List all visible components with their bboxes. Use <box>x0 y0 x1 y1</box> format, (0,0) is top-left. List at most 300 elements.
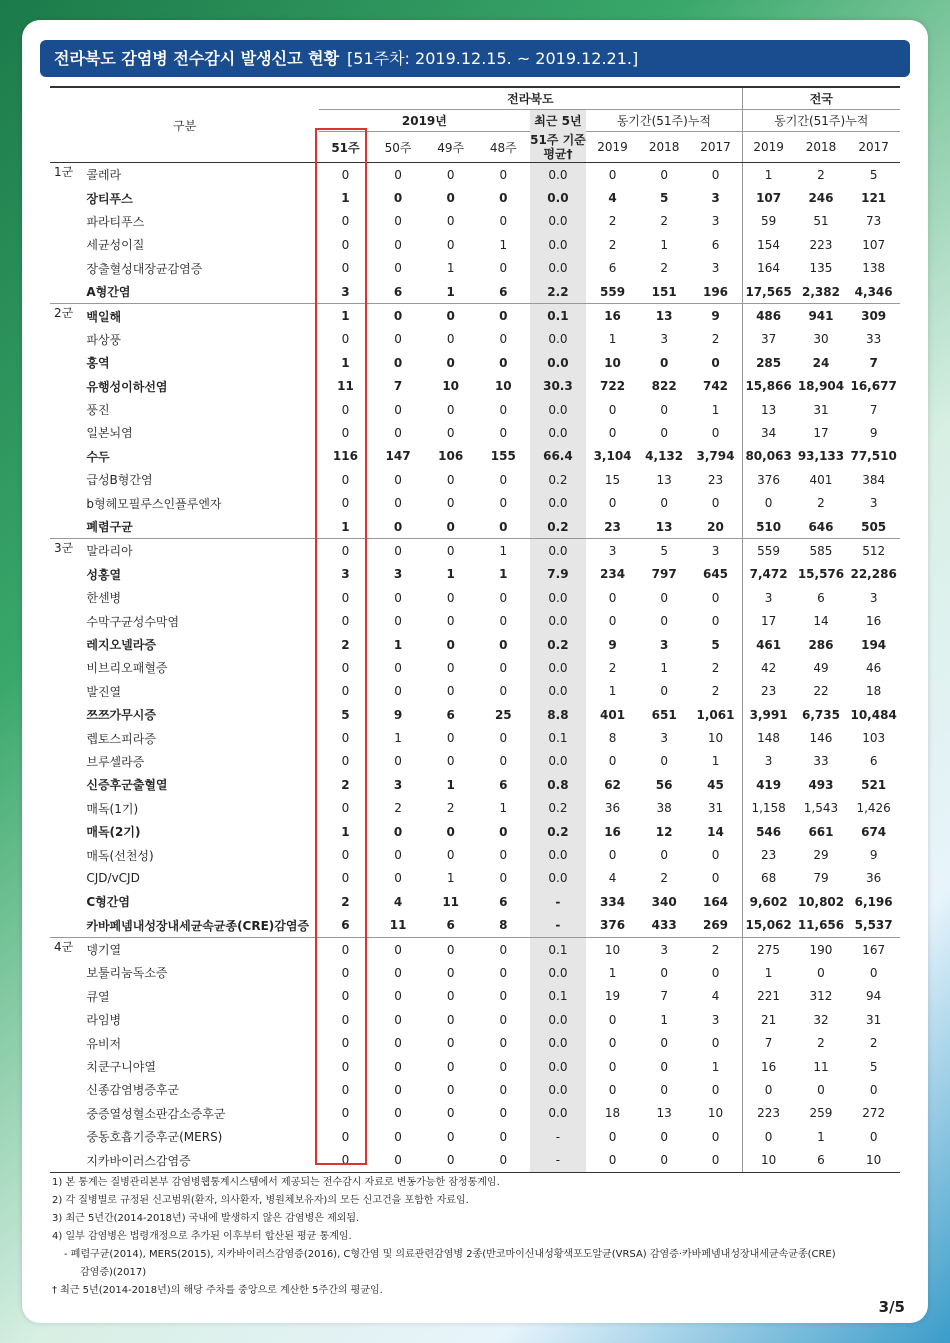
cell-nat-2018: 259 <box>809 1106 833 1121</box>
table-row <box>50 539 900 563</box>
cell-cum-2017: 0 <box>689 1148 742 1172</box>
cell-w49: 0 <box>446 191 455 206</box>
cell-w49: 0 <box>424 1148 477 1172</box>
cell-nat-2019: 23 <box>760 684 777 699</box>
cell-w50: 0 <box>394 472 402 487</box>
footnote-4-detail-cont: 감염증)(2017) <box>80 1267 147 1278</box>
table-row <box>50 1031 900 1054</box>
cell-avg5y: 2.2 <box>530 280 587 304</box>
cell-w50: 0 <box>394 1012 402 1027</box>
cell-cum-2018: 0 <box>660 1129 668 1144</box>
cell-avg5y: 0.0 <box>530 351 587 374</box>
cell-w51: 0 <box>341 871 350 886</box>
cell-nat-2017: 31 <box>866 1012 882 1027</box>
cell-nat-2019: 59 <box>760 214 777 229</box>
cell-nat-2019: 285 <box>756 355 782 370</box>
cell-w48: 0 <box>499 731 508 746</box>
cell-nat-2018: 2,382 <box>801 284 840 299</box>
cell-w48: 0 <box>499 1059 508 1074</box>
cell-nat-2017: 167 <box>847 937 900 961</box>
cell-nat-2017: 194 <box>861 637 887 652</box>
cell-w48: 0 <box>499 614 508 629</box>
cell-nat-2019: 461 <box>756 637 782 652</box>
cell-cum-2018: 56 <box>655 777 673 792</box>
cell-cum-2018: 38 <box>656 801 672 816</box>
cell-nat-2019: 154 <box>757 237 781 252</box>
cell-w49: 1 <box>446 261 455 276</box>
cell-nat-2018: 190 <box>795 937 848 961</box>
cell-nat-2018: 0 <box>817 1082 825 1097</box>
cell-w49: 0 <box>446 167 455 182</box>
cell-w48: 0 <box>499 472 508 487</box>
cell-nat-2018: 11 <box>813 1059 829 1074</box>
cell-w50: 1 <box>393 637 403 652</box>
disease-name: 레지오넬라증 <box>86 638 156 652</box>
cell-w51: 3 <box>341 284 350 299</box>
cell-cum-2019: 9 <box>608 637 617 652</box>
disease-name: 신종감염병증후군 <box>86 1083 180 1098</box>
cell-w50: 0 <box>394 754 402 769</box>
cell-cum-2017: 10 <box>689 726 742 749</box>
cell-w49: 0 <box>446 824 455 839</box>
cell-cum-2018: 3 <box>659 637 669 652</box>
table-row <box>50 1008 900 1031</box>
group-label <box>50 867 82 890</box>
cell-w50: 0 <box>394 332 402 347</box>
cell-avg5y: 0.0 <box>530 421 587 444</box>
header-avg: 최근 5년 <box>530 110 587 132</box>
cell-cum-2017: 3 <box>689 210 742 233</box>
cell-nat-2017: 5 <box>869 1059 878 1074</box>
cell-cum-2018: 13 <box>655 519 673 534</box>
cell-w49: 0 <box>424 304 477 328</box>
group-label <box>50 633 82 656</box>
cell-cum-2017: 2 <box>689 656 742 679</box>
cell-w51: 1 <box>341 519 350 534</box>
cell-w51: 0 <box>341 1012 350 1027</box>
header-y2018: 2018 <box>639 132 690 163</box>
cell-cum-2017: 3 <box>689 539 742 563</box>
cell-cum-2017: 0 <box>689 961 742 984</box>
cell-cum-2017: 2 <box>689 937 742 961</box>
cell-w48: 1 <box>499 237 508 252</box>
cell-cum-2018: 2 <box>660 214 668 229</box>
table-row <box>50 1055 900 1078</box>
cell-cum-2018: 7 <box>660 989 668 1004</box>
table-row <box>50 773 900 796</box>
cell-cum-2017: 0 <box>689 867 742 890</box>
cell-avg5y: 0.0 <box>530 867 587 890</box>
cell-cum-2017: 0 <box>689 1031 742 1054</box>
cell-w50: 0 <box>394 590 402 605</box>
cell-cum-2019: 0 <box>608 1012 617 1027</box>
cell-nat-2017: 18 <box>866 684 882 699</box>
cell-w51: 0 <box>319 937 372 961</box>
cell-cum-2017: 3 <box>689 1008 742 1031</box>
cell-nat-2017: 505 <box>861 519 887 534</box>
group-label <box>50 609 82 632</box>
cell-w50: 0 <box>394 167 402 182</box>
group-label <box>50 1102 82 1125</box>
cell-w48: 1 <box>477 539 530 563</box>
header-w48: 48주 <box>477 132 530 163</box>
cell-cum-2017: 0 <box>689 421 742 444</box>
table-row <box>50 257 900 280</box>
cell-w48: 8 <box>499 918 508 933</box>
cell-cum-2017: 3 <box>689 186 742 209</box>
table-row <box>50 421 900 444</box>
cell-w50: 0 <box>394 684 402 699</box>
cell-w51: 0 <box>341 1129 350 1144</box>
cell-cum-2017: 2 <box>689 328 742 351</box>
header-national: 전국 <box>742 87 900 110</box>
cell-w50: 7 <box>393 379 403 394</box>
cell-w50: 0 <box>394 261 402 276</box>
cell-cum-2019: 0 <box>608 1129 617 1144</box>
group-label <box>50 468 82 491</box>
cell-nat-2018: 661 <box>808 824 834 839</box>
cell-cum-2017: 0 <box>689 586 742 609</box>
cell-w50: 3 <box>393 567 403 582</box>
cell-cum-2018: 151 <box>651 284 677 299</box>
table-row <box>50 890 900 913</box>
cell-nat-2018: 2 <box>817 167 825 182</box>
cell-nat-2019: 37 <box>760 332 777 347</box>
cell-w51: 0 <box>341 1059 350 1074</box>
cell-w49: 0 <box>446 637 455 652</box>
cell-avg5y: 0.1 <box>530 726 587 749</box>
cell-w49: 0 <box>446 1129 455 1144</box>
cell-nat-2019: 3 <box>764 754 773 769</box>
group-label <box>50 280 82 304</box>
disease-name: 파라티푸스 <box>86 214 145 229</box>
disease-name: 중증열성혈소판감소증후군 <box>86 1106 226 1121</box>
cell-cum-2017: 0 <box>689 351 742 374</box>
footnotes <box>52 1174 912 1300</box>
header-n2018: 2018 <box>795 132 848 163</box>
cell-cum-2018: 13 <box>639 304 690 328</box>
cell-cum-2017: 1,061 <box>689 703 742 726</box>
cell-cum-2018: 1 <box>660 237 668 252</box>
cell-cum-2017: 23 <box>689 468 742 491</box>
cell-cum-2019: 8 <box>608 731 617 746</box>
group-label <box>50 773 82 796</box>
table-row <box>50 937 900 961</box>
cell-nat-2017: 4,346 <box>854 284 893 299</box>
cell-cum-2017: 0 <box>689 491 742 514</box>
cell-avg5y: 0.0 <box>530 1008 587 1031</box>
cell-w48: 0 <box>499 965 508 980</box>
cell-cum-2019: 2 <box>608 237 617 252</box>
group-label <box>50 515 82 539</box>
cell-nat-2018: 79 <box>813 871 829 886</box>
cell-nat-2018: 24 <box>812 355 830 370</box>
cell-avg5y: 8.8 <box>530 703 587 726</box>
cell-cum-2019: 6 <box>608 261 617 276</box>
table-row <box>50 609 900 632</box>
cell-nat-2018: 585 <box>795 539 848 563</box>
cell-w50: 0 <box>394 848 402 863</box>
cell-w51: 3 <box>341 567 350 582</box>
cell-w50: 0 <box>393 355 403 370</box>
cell-nat-2019: 1,158 <box>751 801 786 816</box>
disease-name: 백일해 <box>82 304 319 328</box>
cell-w48: 0 <box>499 191 508 206</box>
cell-cum-2017: 3,794 <box>689 445 742 468</box>
cell-nat-2018: 29 <box>813 848 829 863</box>
cell-w50: 0 <box>394 214 402 229</box>
cell-nat-2017: 1,426 <box>856 801 891 816</box>
cell-cum-2017: 10 <box>689 1102 742 1125</box>
cell-w49: 0 <box>446 684 455 699</box>
cell-nat-2018: 17 <box>813 425 829 440</box>
cell-avg5y: 0.0 <box>530 210 587 233</box>
cell-cum-2019: 0 <box>608 1036 617 1051</box>
cell-avg5y: 66.4 <box>530 445 587 468</box>
cell-w51: 0 <box>341 684 350 699</box>
group-label <box>50 328 82 351</box>
header-category: 구분 <box>50 87 319 163</box>
cell-nat-2019: 34 <box>760 425 777 440</box>
cell-w49: 0 <box>446 332 455 347</box>
header-w50: 50주 <box>372 132 425 163</box>
cell-cum-2019: 2 <box>608 660 617 675</box>
disease-name: 유행성이하선염 <box>86 379 168 394</box>
cell-cum-2018: 5 <box>659 191 669 206</box>
table-row <box>50 375 900 398</box>
cell-nat-2019: 223 <box>757 1106 781 1121</box>
cell-cum-2017: 6 <box>689 233 742 256</box>
cell-w51: 1 <box>341 191 350 206</box>
cell-nat-2017: 0 <box>869 965 878 980</box>
cell-w51: 0 <box>341 1036 350 1051</box>
cell-w50: 147 <box>385 449 411 464</box>
cell-cum-2018: 0 <box>660 1059 668 1074</box>
cell-cum-2018: 0 <box>660 496 668 511</box>
cell-w51: 0 <box>341 754 350 769</box>
cell-nat-2018: 286 <box>808 637 834 652</box>
cell-w50: 6 <box>393 284 403 299</box>
cell-w51: 0 <box>341 989 350 1004</box>
cell-w51: 2 <box>341 894 350 909</box>
cell-w51: 0 <box>341 965 350 980</box>
cell-w51: 0 <box>341 731 350 746</box>
disease-name: b형헤모필루스인플루엔자 <box>86 496 222 511</box>
cell-cum-2019: 62 <box>604 777 621 792</box>
cell-w51: 116 <box>332 449 358 464</box>
cell-w50: 0 <box>394 1082 402 1097</box>
surveillance-table <box>50 86 900 1173</box>
cell-avg5y: 0.2 <box>530 633 587 656</box>
cell-avg5y: 0.0 <box>530 398 587 421</box>
cell-cum-2018: 2 <box>660 871 668 886</box>
cell-nat-2017: 3 <box>869 590 878 605</box>
cell-nat-2019: 1 <box>764 965 773 980</box>
cell-nat-2018: 312 <box>809 989 833 1004</box>
table-row <box>50 726 900 749</box>
cell-w48: 0 <box>499 425 508 440</box>
table-row <box>50 797 900 820</box>
table-header <box>50 87 900 163</box>
cell-nat-2019: 15,866 <box>745 379 792 394</box>
cell-cum-2018: 0 <box>660 402 668 417</box>
cell-cum-2019: 15 <box>604 472 621 487</box>
cell-cum-2019: 0 <box>608 1082 617 1097</box>
disease-name: 장티푸스 <box>86 191 133 206</box>
cell-nat-2018: 51 <box>813 214 829 229</box>
disease-name: CJD/vCJD <box>86 871 140 886</box>
cell-nat-2018: 1 <box>817 1129 825 1144</box>
cell-w50: 2 <box>394 801 402 816</box>
page-title <box>40 40 910 77</box>
cell-cum-2019: 0 <box>586 1148 639 1172</box>
cell-nat-2017: 36 <box>866 871 882 886</box>
disease-name: 파상풍 <box>86 332 122 347</box>
cell-avg5y: - <box>530 1125 587 1148</box>
cell-nat-2018: 1,543 <box>803 801 839 816</box>
cell-avg5y: 0.0 <box>530 609 587 632</box>
cell-nat-2019: 0 <box>764 1129 773 1144</box>
cell-w51: 1 <box>341 824 350 839</box>
cell-cum-2018: 0 <box>639 1148 690 1172</box>
cell-w51: 0 <box>341 332 350 347</box>
table-row <box>50 491 900 514</box>
cell-w48: 0 <box>499 684 508 699</box>
table-row <box>50 563 900 586</box>
cell-cum-2019: 0 <box>608 496 617 511</box>
table-row <box>50 233 900 256</box>
cell-avg5y: 30.3 <box>530 375 587 398</box>
cell-nat-2019: 23 <box>760 848 777 863</box>
table-row <box>50 328 900 351</box>
cell-nat-2019: 21 <box>760 1012 777 1027</box>
group-label: 2군 <box>50 304 82 328</box>
cell-nat-2019: 10 <box>742 1148 795 1172</box>
cell-cum-2018: 3 <box>639 937 690 961</box>
cell-nat-2017: 5 <box>869 167 878 182</box>
disease-name: 신증후군출혈열 <box>86 778 168 793</box>
cell-w49: 0 <box>446 472 455 487</box>
cell-nat-2018: 0 <box>817 965 825 980</box>
disease-name: 수막구균성수막염 <box>86 614 180 629</box>
cell-w50: 11 <box>389 918 407 933</box>
cell-w49: 106 <box>438 449 464 464</box>
cell-cum-2018: 5 <box>639 539 690 563</box>
cell-cum-2019: 4 <box>608 191 617 206</box>
cell-w50: 0 <box>394 402 402 417</box>
cell-nat-2019: 9,602 <box>749 894 788 909</box>
table-row <box>50 703 900 726</box>
group-label <box>50 797 82 820</box>
cell-cum-2018: 2 <box>660 261 668 276</box>
cell-w48: 6 <box>499 894 508 909</box>
disease-name: 큐열 <box>86 989 110 1004</box>
cell-nat-2017: 16 <box>866 614 882 629</box>
cell-w48: 0 <box>499 824 508 839</box>
footnote-1: 1) 본 통계는 질병관리본부 감염병웹통계시스템에서 제공되는 전수감시 자료로 변동가능한 잠정통계임. <box>52 1177 500 1188</box>
cell-w51: 0 <box>341 214 350 229</box>
cell-cum-2019: 376 <box>600 918 626 933</box>
cell-cum-2018: 1 <box>660 1012 668 1027</box>
cell-nat-2019: 3 <box>764 590 773 605</box>
cell-w49: 0 <box>424 539 477 563</box>
cell-w48: 1 <box>499 801 508 816</box>
cell-cum-2018: 0 <box>660 848 668 863</box>
cell-nat-2018: 646 <box>808 519 834 534</box>
cell-w49: 0 <box>446 237 455 252</box>
cell-w49: 6 <box>446 707 455 722</box>
cell-cum-2019: 4 <box>608 871 617 886</box>
cell-avg5y: 0.8 <box>530 773 587 796</box>
cell-nat-2019: 148 <box>757 731 781 746</box>
cell-nat-2017: 2 <box>869 1036 878 1051</box>
table-row <box>50 398 900 421</box>
group-label <box>50 563 82 586</box>
disease-name: 지카바이러스감염증 <box>82 1148 319 1172</box>
table-row <box>50 186 900 209</box>
cell-nat-2019: 0 <box>764 1082 773 1097</box>
cell-w50: 0 <box>394 237 402 252</box>
cell-w49: 0 <box>446 355 455 370</box>
cell-w48: 0 <box>499 519 508 534</box>
table-row <box>50 210 900 233</box>
cell-w50: 0 <box>394 660 402 675</box>
cell-cum-2018: 0 <box>659 355 669 370</box>
disease-name: 라임병 <box>86 1013 122 1028</box>
group-label <box>50 750 82 773</box>
cell-cum-2017: 269 <box>689 914 742 938</box>
cell-cum-2018: 13 <box>656 1106 672 1121</box>
cell-w51: 2 <box>341 637 350 652</box>
cell-nat-2018: 223 <box>809 237 833 252</box>
cell-nat-2017: 107 <box>862 237 886 252</box>
group-label <box>50 398 82 421</box>
cell-w48: 0 <box>499 1036 508 1051</box>
cell-nat-2019: 546 <box>756 824 782 839</box>
cell-nat-2017: 16,677 <box>850 379 897 394</box>
header-y2017: 2017 <box>689 132 742 163</box>
table-row <box>50 351 900 374</box>
table-row <box>50 1078 900 1101</box>
cell-cum-2018: 0 <box>660 167 668 182</box>
cell-w50: 0 <box>393 519 403 534</box>
cell-cum-2018: 0 <box>660 1082 668 1097</box>
cell-nat-2017: 103 <box>862 731 886 746</box>
cell-w48: 0 <box>499 355 508 370</box>
cell-avg5y: 0.0 <box>530 539 587 563</box>
table-row <box>50 445 900 468</box>
cell-w50: 4 <box>393 894 403 909</box>
cell-w48: 0 <box>499 1129 508 1144</box>
disease-name: 홍역 <box>86 356 110 371</box>
cell-nat-2019: 7 <box>764 1036 773 1051</box>
group-label <box>50 726 82 749</box>
footnote-3: 3) 최근 5년간(2014-2018년) 국내에 발생하지 않은 감염병은 제외됨. <box>52 1213 360 1224</box>
cell-w51: 0 <box>341 848 350 863</box>
cell-cum-2018: 651 <box>651 707 677 722</box>
cell-nat-2017: 0 <box>869 1082 878 1097</box>
table-row <box>50 867 900 890</box>
cell-w48: 0 <box>477 937 530 961</box>
cell-nat-2018: 93,133 <box>797 449 845 464</box>
cell-w49: 0 <box>446 1106 455 1121</box>
cell-nat-2017: 7 <box>869 402 878 417</box>
cell-w51: 0 <box>341 425 350 440</box>
group-label <box>50 961 82 984</box>
cell-w49: 0 <box>446 1082 455 1097</box>
cell-nat-2017: 309 <box>847 304 900 328</box>
cell-nat-2019: 17,565 <box>745 284 792 299</box>
